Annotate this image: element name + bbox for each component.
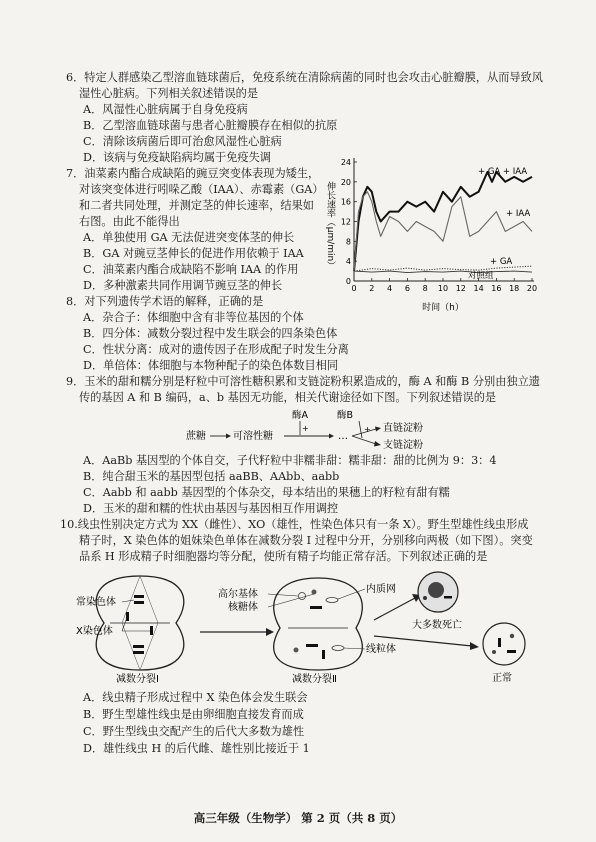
chart-x-tick-label: 10 [437,284,449,293]
chart-y-tick-label: 4 [345,257,351,267]
chart-x-tick-label: 2 [369,284,375,293]
q10-option-b: B．野生型雄性线虫是由卵细胞直接发育而成 [83,708,304,721]
q10-stem-line1: 10.线虫性别决定方式为 XX（雌性）、XO（雄性，性染色体只有一条 X）。野生型雄性线虫形成 [60,518,529,531]
chart-x-tick-label: 16 [491,284,502,293]
q10-option-a: A．线虫精子形成过程中 X 染色体会发生联会 [83,691,308,704]
q6-option-c: C．清除该病菌后即可治愈风湿性心脏病 [83,135,282,148]
chart-series-label: 对照组 [468,271,494,281]
chart-y-tick-label: 16 [340,197,351,207]
q6-option-b: B．乙型溶血链球菌与患者心脏瓣膜存在相似的抗原 [83,119,338,132]
q9-metabolic-pathway [186,408,446,452]
q7-option-d: D．多种激素共同作用调节豌豆茎的伸长 [83,279,283,292]
q9-option-c: C．Aabb 和 aabb 基因型的个体杂交，母本结出的果穗上的籽粒有甜有糯 [83,486,450,499]
q7-option-c: C．油菜素内酯合成缺陷不影响 IAA 的作用 [83,263,299,276]
chart-x-tick-label: 8 [422,284,428,293]
pathway-amylopectin: 支链淀粉 [383,440,423,451]
chart-x-tick-label: 0 [351,284,357,293]
chart-y-tick-label: 8 [345,237,351,247]
meiosis-2-cell [274,578,363,670]
q8-option-d: D．单倍体：体细胞与本物种配子的染色体数目相同 [83,359,339,372]
chart-y-tick-label: 24 [340,158,351,167]
q7-stem-line2: 对该突变体进行吲哚乙酸（IAA）、赤霉素（GA） [79,183,324,196]
chart-y-tick-label: 12 [340,217,351,227]
q6-stem-line2: 湿性心脏病。下列相关叙述错误的是 [79,87,259,100]
label-golgi: 高尔基体 [218,589,258,600]
chart-x-tick-label: 4 [387,284,393,293]
chart-y-tick-label: 0 [345,277,351,286]
pathway-enzyme-b: 酶B [337,410,354,421]
q8-option-c: C．性状分离：成对的遗传因子在形成配子时发生分离 [83,343,349,356]
q6-option-a: A．风湿性心脏病属于自身免疫病 [83,103,248,116]
normal-sperm-cell [483,623,525,665]
label-normal: 正常 [492,673,512,684]
label-most-die: 大多数死亡 [412,620,462,631]
q7-growth-rate-chart [318,154,550,314]
chart-series-line [354,271,532,273]
chart-x-tick-label: 18 [509,284,520,293]
q9-option-b: B．纯合甜玉米的基因型包括 aaBB、AAbb、aabb [83,470,340,483]
label-er: 内质网 [366,584,396,595]
pathway-intermediate: … [338,431,348,442]
label-meiosis-2: 减数分裂Ⅱ [292,674,337,685]
pathway-sucrose: 蔗糖 [186,431,206,442]
q10-stem-line3: 品系 H 形成精子时细胞器均等分配，使所有精子均能正常存活。下列叙述正确的是 [79,550,488,563]
chart-y-axis-label: 伸长速率（μm/min） [325,181,335,271]
q8-option-b: B．四分体：减数分裂过程中发生联会的四条染色体 [83,327,338,340]
q9-option-a: A．AaBb 基因型的个体自交，子代籽粒中非糯非甜：糯非甜：甜的比例为 9：3：4 [83,454,497,467]
q9-option-d: D．玉米的甜和糯的性状由基因与基因相互作用调控 [83,502,339,515]
label-x-chromosome: X染色体 [76,626,113,637]
q7-option-b: B．GA 对豌豆茎伸长的促进作用依赖于 IAA [83,247,304,260]
q7-option-a: A．单独使用 GA 无法促进突变体茎的伸长 [83,231,295,244]
chart-x-tick-label: 20 [526,284,538,293]
chart-series-label: + IAA [506,209,531,219]
chart-y-tick-label: 20 [340,177,351,187]
chart-series-label: + GA [490,257,513,267]
q9-stem-line1: 9．玉米的甜和糯分别是籽粒中可溶性糖积累和支链淀粉积累造成的，酶 A 和酶 B 分别由独立遗 [66,375,540,388]
pathway-amylose: 直链淀粉 [383,423,423,434]
q8-stem: 8．对下列遗传学术语的解释，正确的是 [66,295,264,308]
q10-meiosis-figure [70,568,560,686]
q10-option-c: C．野生型线虫交配产生的后代大多数为雄性 [83,725,305,738]
label-mitochondria: 线粒体 [366,644,396,655]
q10-option-d: D．雄性线虫 H 的后代雌、雄性别比接近于 1 [83,742,310,755]
q9-stem-line2: 传的基因 A 和 B 编码，a、b 基因无功能，相关代谢途径如下图。下列叙述错误的是 [79,391,497,404]
q7-stem-line1: 7．油菜素内酯合成缺陷的豌豆突变体表现为矮生， [66,167,320,180]
q10-stem-line2: 精子时，X 染色体的姐妹染色单体在减数分裂 Ⅰ 过程中分开，分别移向两极（如下图）。突变 [79,534,533,547]
chart-x-axis-label: 时间（h） [422,303,464,313]
label-meiosis-1: 减数分裂Ⅰ [116,674,159,685]
chart-plot-area [341,158,537,293]
chart-x-tick-label: 14 [473,284,484,293]
pathway-soluble-sugar: 可溶性糖 [233,431,273,442]
chart-x-tick-label: 12 [455,284,466,293]
q7-stem-line3: 和二者共同处理，并测定茎的伸长速率，结果如 [79,199,314,212]
q6-stem-line1: 6．特定人群感染乙型溶血链球菌后，免疫系统在清除病菌的同时也会攻击心脏瓣膜，从而导致风 [66,71,543,84]
meiosis-1-cell [96,576,184,670]
label-ribosome: 核糖体 [228,602,258,613]
dead-sperm-cell [418,572,458,612]
pathway-plus-b: + [364,425,371,434]
chart-x-tick-label: 6 [404,284,410,293]
label-autosome: 常染色体 [76,597,116,608]
pathway-plus-a: + [302,424,309,433]
pathway-enzyme-a: 酶A [292,410,308,421]
q8-option-a: A．杂合子：体细胞中含有非等位基因的个体 [83,311,304,324]
chart-series-label: + GA + IAA [478,167,528,177]
q7-stem-line4: 右图。由此不能得出 [79,215,180,228]
q6-option-d: D．该病与免疫缺陷病均属于免疫失调 [83,151,271,164]
page-footer: 高三年级（生物学） 第 2 页（共 8 页） [193,811,403,825]
